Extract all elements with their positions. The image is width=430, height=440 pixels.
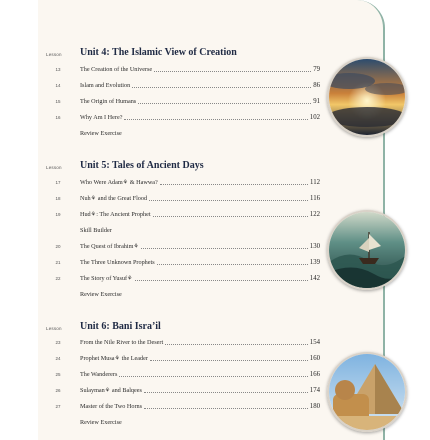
lesson-title: Skill Builder xyxy=(80,227,112,234)
page-number: 130 xyxy=(309,243,320,250)
lesson-number: 16 xyxy=(55,115,61,120)
dot-leader xyxy=(135,280,308,281)
dot-leader xyxy=(119,376,307,377)
toc-row[interactable] xyxy=(52,290,320,299)
dot-leader xyxy=(160,184,308,185)
toc-row[interactable] xyxy=(52,65,320,74)
lesson-title: The Quest of Ibrahim⚘ xyxy=(80,243,139,250)
page-number: 174 xyxy=(309,387,320,394)
lesson-number: 17 xyxy=(55,180,61,185)
lesson-number: 27 xyxy=(55,404,61,409)
lesson-number: 19 xyxy=(55,212,61,217)
toc-row[interactable] xyxy=(52,370,320,379)
dot-leader xyxy=(132,87,311,88)
unit-title: Unit 5: Tales of Ancient Days xyxy=(80,160,204,171)
lesson-column-label: Lesson xyxy=(46,326,62,331)
page-number: 102 xyxy=(309,114,320,121)
page-number: 180 xyxy=(309,403,320,410)
toc-row[interactable] xyxy=(52,178,320,187)
dot-leader xyxy=(153,216,308,217)
toc-row[interactable] xyxy=(52,242,320,251)
toc-row[interactable] xyxy=(52,386,320,395)
lesson-title: Review Exercise xyxy=(80,130,122,137)
lesson-title: The Wanderers xyxy=(80,371,118,378)
lesson-number: 23 xyxy=(55,340,61,345)
page-number: 160 xyxy=(309,355,320,362)
page-number: 112 xyxy=(310,179,320,186)
lesson-title: The Origin of Humans xyxy=(80,98,137,105)
dot-leader xyxy=(150,360,308,361)
toc-row[interactable] xyxy=(52,194,320,203)
lesson-number: 18 xyxy=(55,196,61,201)
toc-row[interactable] xyxy=(52,226,320,235)
page-number: 142 xyxy=(309,275,320,282)
page-number: 122 xyxy=(309,211,320,218)
lesson-number: 14 xyxy=(55,83,61,88)
page-number: 86 xyxy=(313,82,320,89)
dot-leader xyxy=(165,344,308,345)
dot-leader xyxy=(124,119,307,120)
lesson-title: Prophet Musa⚘ the Leader xyxy=(80,355,148,362)
lesson-column-label: Lesson xyxy=(46,165,62,170)
toc-row[interactable] xyxy=(52,97,320,106)
toc-row[interactable] xyxy=(52,258,320,267)
lesson-number: 24 xyxy=(55,356,61,361)
lesson-title: Why Am I Here? xyxy=(80,114,123,121)
unit-title: Unit 4: The Islamic View of Creation xyxy=(80,47,237,58)
toc-row[interactable] xyxy=(52,113,320,122)
lesson-title: Who Were Adam⚘ & Hawwa? xyxy=(80,179,158,186)
page-number: 166 xyxy=(309,371,320,378)
lesson-title: From the Nile River to the Desert xyxy=(80,339,164,346)
lesson-title: Islam and Evolution xyxy=(80,82,131,89)
ship-in-storm-photo xyxy=(327,210,407,290)
lesson-number: 25 xyxy=(55,372,61,377)
lesson-title: Review Exercise xyxy=(80,291,122,298)
lesson-title: Review Exercise xyxy=(80,419,122,426)
lesson-title: The Three Unknown Prophets xyxy=(80,259,155,266)
dot-leader xyxy=(138,103,311,104)
toc-row[interactable] xyxy=(52,274,320,283)
lesson-number: 26 xyxy=(55,388,61,393)
lesson-number: 21 xyxy=(55,260,61,265)
toc-row[interactable] xyxy=(52,210,320,219)
lesson-number: 15 xyxy=(55,99,61,104)
lesson-number: 13 xyxy=(55,67,61,72)
lesson-number: 22 xyxy=(55,276,61,281)
toc-row[interactable] xyxy=(52,418,320,427)
lesson-number: 20 xyxy=(55,244,61,249)
lesson-title: Sulayman⚘ and Balqees xyxy=(80,387,142,394)
sphinx-pyramid-photo xyxy=(327,352,407,432)
toc-row[interactable] xyxy=(52,354,320,363)
dot-leader xyxy=(144,392,308,393)
toc-row[interactable] xyxy=(52,81,320,90)
page-number: 91 xyxy=(313,98,320,105)
page-number: 116 xyxy=(310,195,320,202)
lesson-title: Nuh⚘ and the Great Flood xyxy=(80,195,148,202)
toc-row[interactable] xyxy=(52,338,320,347)
lesson-title: The Creation of the Universe xyxy=(80,66,153,73)
lesson-title: The Story of Yusuf⚘ xyxy=(80,275,133,282)
page-number: 139 xyxy=(309,259,320,266)
dot-leader xyxy=(149,200,308,201)
unit-title: Unit 6: Bani Isra’il xyxy=(80,321,161,332)
lesson-title: Hud⚘: The Ancient Prophet xyxy=(80,211,151,218)
sunset-clouds-photo xyxy=(327,57,407,137)
dot-leader xyxy=(157,264,308,265)
dot-leader xyxy=(154,71,311,72)
toc-row[interactable] xyxy=(52,129,320,138)
dot-leader xyxy=(144,408,308,409)
dot-leader xyxy=(141,248,308,249)
page-number: 154 xyxy=(309,339,320,346)
lesson-title: Master of the Two Horns xyxy=(80,403,143,410)
lesson-column-label: Lesson xyxy=(46,52,62,57)
page-number: 79 xyxy=(313,66,320,73)
toc-row[interactable] xyxy=(52,402,320,411)
